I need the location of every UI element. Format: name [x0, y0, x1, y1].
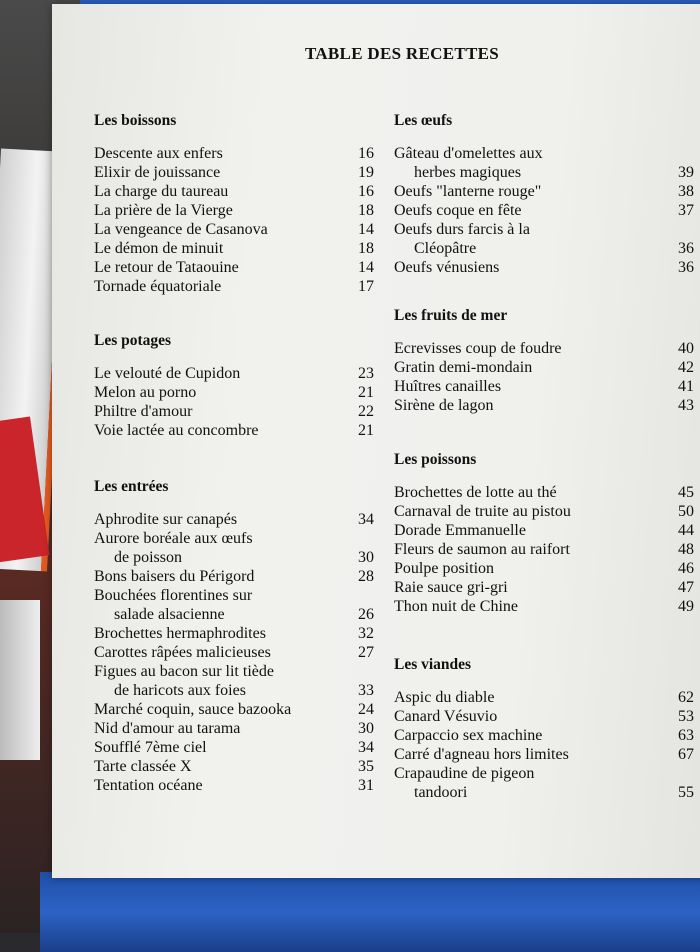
recipe-name — [394, 707, 664, 726]
recipe-entry — [394, 688, 694, 707]
recipe-name — [94, 643, 344, 662]
recipe-name — [394, 144, 664, 182]
recipe-name-line1: Brochettes hermaphrodites — [94, 625, 266, 642]
blue-cover-edge-bottom — [40, 872, 700, 952]
page-number: 14 — [358, 259, 374, 276]
page-number: 21 — [358, 384, 374, 401]
recipe-entry — [394, 578, 694, 597]
book-edge — [0, 600, 40, 760]
recipe-name — [394, 540, 664, 559]
recipe-name — [94, 258, 344, 277]
page-number: 27 — [358, 644, 374, 661]
page-number: 18 — [358, 202, 374, 219]
page-number: 50 — [678, 503, 694, 520]
recipe-name — [394, 578, 664, 597]
recipe-entry — [94, 144, 374, 163]
recipe-name-line1: Nid d'amour au tarama — [94, 720, 241, 737]
page-number: 17 — [358, 278, 374, 295]
recipe-name-line1: Dorade Emmanuelle — [394, 522, 526, 539]
page-number: 24 — [358, 701, 374, 718]
recipe-entry — [94, 402, 374, 421]
recipe-name-line2: de haricots aux foies — [114, 682, 246, 699]
recipe-name — [94, 201, 344, 220]
page-number: 41 — [678, 378, 694, 395]
page-number: 32 — [358, 625, 374, 642]
page-number: 67 — [678, 746, 694, 763]
recipe-name — [394, 502, 664, 521]
right-column — [394, 112, 694, 802]
recipe-name — [94, 738, 344, 757]
recipe-name — [394, 597, 664, 616]
recipe-name-line2: salade alsacienne — [114, 606, 225, 623]
recipe-entry — [94, 258, 374, 277]
recipe-name — [94, 529, 344, 567]
page-number: 30 — [358, 720, 374, 737]
recipe-name — [94, 586, 344, 624]
page-number: 46 — [678, 560, 694, 577]
recipe-entry — [394, 745, 694, 764]
recipe-entry — [394, 597, 694, 616]
recipe-entry — [94, 738, 374, 757]
recipe-name — [394, 764, 664, 802]
recipe-name — [394, 688, 664, 707]
recipe-entry — [94, 662, 374, 700]
recipe-name-line1: Le velouté de Cupidon — [94, 365, 241, 382]
recipe-name — [394, 396, 664, 415]
recipe-name — [94, 402, 344, 421]
page-number: 42 — [678, 359, 694, 376]
recipe-name-line1: La charge du taureau — [94, 183, 229, 200]
recipe-entry — [94, 220, 374, 239]
page-number: 45 — [678, 484, 694, 501]
recipe-name-line2: tandoori — [414, 784, 468, 801]
recipe-name-line1: Fleurs de saumon au raifort — [394, 541, 570, 558]
recipe-entry — [94, 239, 374, 258]
recipe-entry — [94, 383, 374, 402]
page-number: 14 — [358, 221, 374, 238]
page-number: 55 — [678, 784, 694, 801]
recipe-entry — [94, 277, 374, 296]
recipe-entry — [94, 700, 374, 719]
recipe-name-line1: Ecrevisses coup de foudre — [394, 340, 562, 357]
page-number: 34 — [358, 739, 374, 756]
recipe-name-line1: Oeufs durs farcis à la — [394, 221, 530, 238]
recipe-name — [94, 662, 344, 700]
section-les-fruits-de-mer — [394, 307, 694, 415]
recipe-name-line1: Elixir de jouissance — [94, 164, 221, 181]
recipe-name — [94, 421, 344, 440]
section-heading: Les entrées — [94, 478, 169, 495]
recipe-name — [94, 510, 344, 529]
section-heading: Les poissons — [394, 451, 477, 468]
page-number: 38 — [678, 183, 694, 200]
recipe-name-line1: Carpaccio sex machine — [394, 727, 543, 744]
recipe-name — [94, 182, 344, 201]
recipe-entry — [394, 144, 694, 182]
recipe-name-line1: Oeufs vénusiens — [394, 259, 500, 276]
page-title: TABLE DES RECETTES — [304, 44, 500, 63]
recipe-name — [394, 258, 664, 277]
section-les-ufs — [394, 112, 694, 277]
recipe-name-line1: Brochettes de lotte au thé — [394, 484, 557, 501]
recipe-entry — [394, 521, 694, 540]
page-number: 28 — [358, 568, 374, 585]
recipe-name-line1: Raie sauce gri-gri — [394, 579, 508, 596]
recipe-name-line1: Le retour de Tataouine — [94, 259, 239, 276]
recipe-name — [394, 745, 664, 764]
page-number: 36 — [678, 259, 694, 276]
recipe-name-line1: Gratin demi-mondain — [394, 359, 533, 376]
recipe-entry — [94, 182, 374, 201]
recipe-entry — [394, 502, 694, 521]
page-number: 40 — [678, 340, 694, 357]
recipe-entry — [394, 707, 694, 726]
recipe-name-line1: Canard Vésuvio — [394, 708, 498, 725]
recipe-entry — [94, 776, 374, 795]
left-column — [94, 112, 374, 795]
recipe-name-line1: Gâteau d'omelettes aux — [394, 145, 543, 162]
page-number: 19 — [358, 164, 374, 181]
recipe-name-line2: Cléopâtre — [414, 240, 477, 257]
recipe-name-line1: Huîtres canailles — [394, 378, 502, 395]
recipe-name — [94, 776, 344, 795]
section-heading: Les viandes — [394, 656, 472, 673]
recipe-entry — [94, 586, 374, 624]
recipe-name — [394, 726, 664, 745]
recipe-name — [94, 567, 344, 586]
recipe-name-line1: Aurore boréale aux œufs — [94, 530, 253, 547]
recipe-entry — [94, 510, 374, 529]
page-number: 39 — [678, 164, 694, 181]
recipe-name — [94, 383, 344, 402]
recipe-name-line1: Marché coquin, sauce bazooka — [94, 701, 292, 718]
recipe-entry — [94, 567, 374, 586]
recipe-entry — [94, 757, 374, 776]
page-number: 33 — [358, 682, 374, 699]
recipe-entry — [394, 396, 694, 415]
recipe-entry — [94, 719, 374, 738]
page-number: 31 — [358, 777, 374, 794]
page-number: 34 — [358, 511, 374, 528]
recipe-name-line1: Carré d'agneau hors limites — [394, 746, 569, 763]
page-number: 37 — [678, 202, 694, 219]
recipe-name-line1: Descente aux enfers — [94, 145, 223, 162]
recipe-name — [94, 757, 344, 776]
recipe-name-line1: La vengeance de Casanova — [94, 221, 268, 238]
page-number: 18 — [358, 240, 374, 257]
recipe-entry — [94, 201, 374, 220]
recipe-name — [94, 239, 344, 258]
recipe-entry — [394, 559, 694, 578]
recipe-entry — [94, 624, 374, 643]
section-heading: Les potages — [94, 332, 172, 349]
recipe-name-line1: Tarte classée X — [94, 758, 192, 775]
recipe-name-line1: Soufflé 7ème ciel — [94, 739, 207, 756]
recipe-entry — [394, 220, 694, 258]
recipe-name — [394, 182, 664, 201]
recipe-name — [94, 220, 344, 239]
recipe-name-line1: Aspic du diable — [394, 689, 495, 706]
recipe-entry — [394, 339, 694, 358]
page-number: 47 — [678, 579, 694, 596]
recipe-name-line1: Oeufs coque en fête — [394, 202, 522, 219]
recipe-entry — [394, 764, 694, 802]
recipe-name-line1: Aphrodite sur canapés — [94, 511, 238, 528]
recipe-entry — [394, 201, 694, 220]
recipe-entry — [94, 364, 374, 383]
recipe-name-line1: Philtre d'amour — [94, 403, 193, 420]
section-les-poissons — [394, 451, 694, 616]
page-number: 16 — [358, 183, 374, 200]
book-page — [52, 4, 700, 878]
recipe-name-line1: Crapaudine de pigeon — [394, 765, 535, 782]
page-number: 36 — [678, 240, 694, 257]
recipe-name-line1: Sirène de lagon — [394, 397, 494, 414]
recipe-name — [94, 624, 344, 643]
recipe-name-line1: Thon nuit de Chine — [394, 598, 518, 615]
recipe-name-line1: Oeufs "lanterne rouge" — [394, 183, 542, 200]
section-les-boissons — [94, 112, 374, 296]
recipe-entry — [394, 540, 694, 559]
recipe-name — [94, 277, 344, 296]
section-les-potages — [94, 332, 374, 440]
recipe-name — [394, 559, 664, 578]
page-number: 53 — [678, 708, 694, 725]
section-les-viandes — [394, 656, 694, 802]
section-les-entrees — [94, 478, 374, 795]
recipe-name — [394, 377, 664, 396]
recipe-entry — [94, 643, 374, 662]
section-heading: Les fruits de mer — [394, 307, 508, 324]
recipe-entry — [394, 377, 694, 396]
section-heading: Les œufs — [394, 112, 453, 129]
page-number: 23 — [358, 365, 374, 382]
recipe-name-line1: Figues au bacon sur lit tiède — [94, 663, 274, 680]
page-number: 16 — [358, 145, 374, 162]
recipe-name — [94, 364, 344, 383]
recipe-name — [394, 358, 664, 377]
recipe-name-line1: Bouchées florentines sur — [94, 587, 253, 604]
recipe-entry — [94, 529, 374, 567]
recipe-entry — [94, 421, 374, 440]
recipe-name-line1: Tentation océane — [94, 777, 203, 794]
recipe-name-line1: Carnaval de truite au pistou — [394, 503, 571, 520]
recipe-name-line1: Poulpe position — [394, 560, 495, 577]
page-number: 43 — [678, 397, 694, 414]
recipe-name — [394, 220, 664, 258]
recipe-name — [394, 201, 664, 220]
page-number: 21 — [358, 422, 374, 439]
page-number: 48 — [678, 541, 694, 558]
recipe-name — [394, 521, 664, 540]
recipe-name — [94, 700, 344, 719]
recipe-name-line1: Bons baisers du Périgord — [94, 568, 255, 585]
recipe-name — [94, 144, 344, 163]
recipe-entry — [394, 258, 694, 277]
page-number: 22 — [358, 403, 374, 420]
page-number: 44 — [678, 522, 694, 539]
recipe-name-line1: Tornade équatoriale — [94, 278, 222, 295]
recipe-name-line2: de poisson — [114, 549, 182, 566]
page-number: 63 — [678, 727, 694, 744]
page-number: 26 — [358, 606, 374, 623]
recipe-entry — [394, 483, 694, 502]
page-number: 62 — [678, 689, 694, 706]
recipe-entry — [394, 182, 694, 201]
section-heading: Les boissons — [94, 112, 177, 129]
recipe-name — [94, 163, 344, 182]
recipe-name-line1: Le démon de minuit — [94, 240, 224, 257]
recipe-name — [394, 483, 664, 502]
recipe-entry — [394, 726, 694, 745]
recipe-name — [94, 719, 344, 738]
recipe-name-line1: La prière de la Vierge — [94, 202, 233, 219]
recipe-name — [394, 339, 664, 358]
recipe-name-line1: Carottes râpées malicieuses — [94, 644, 271, 661]
page-number: 35 — [358, 758, 374, 775]
recipe-entry — [394, 358, 694, 377]
recipe-name-line2: herbes magiques — [414, 164, 522, 181]
recipe-name-line1: Voie lactée au concombre — [94, 422, 259, 439]
page-number: 49 — [678, 598, 694, 615]
recipe-name-line1: Melon au porno — [94, 384, 197, 401]
recipe-entry — [94, 163, 374, 182]
page-number: 30 — [358, 549, 374, 566]
